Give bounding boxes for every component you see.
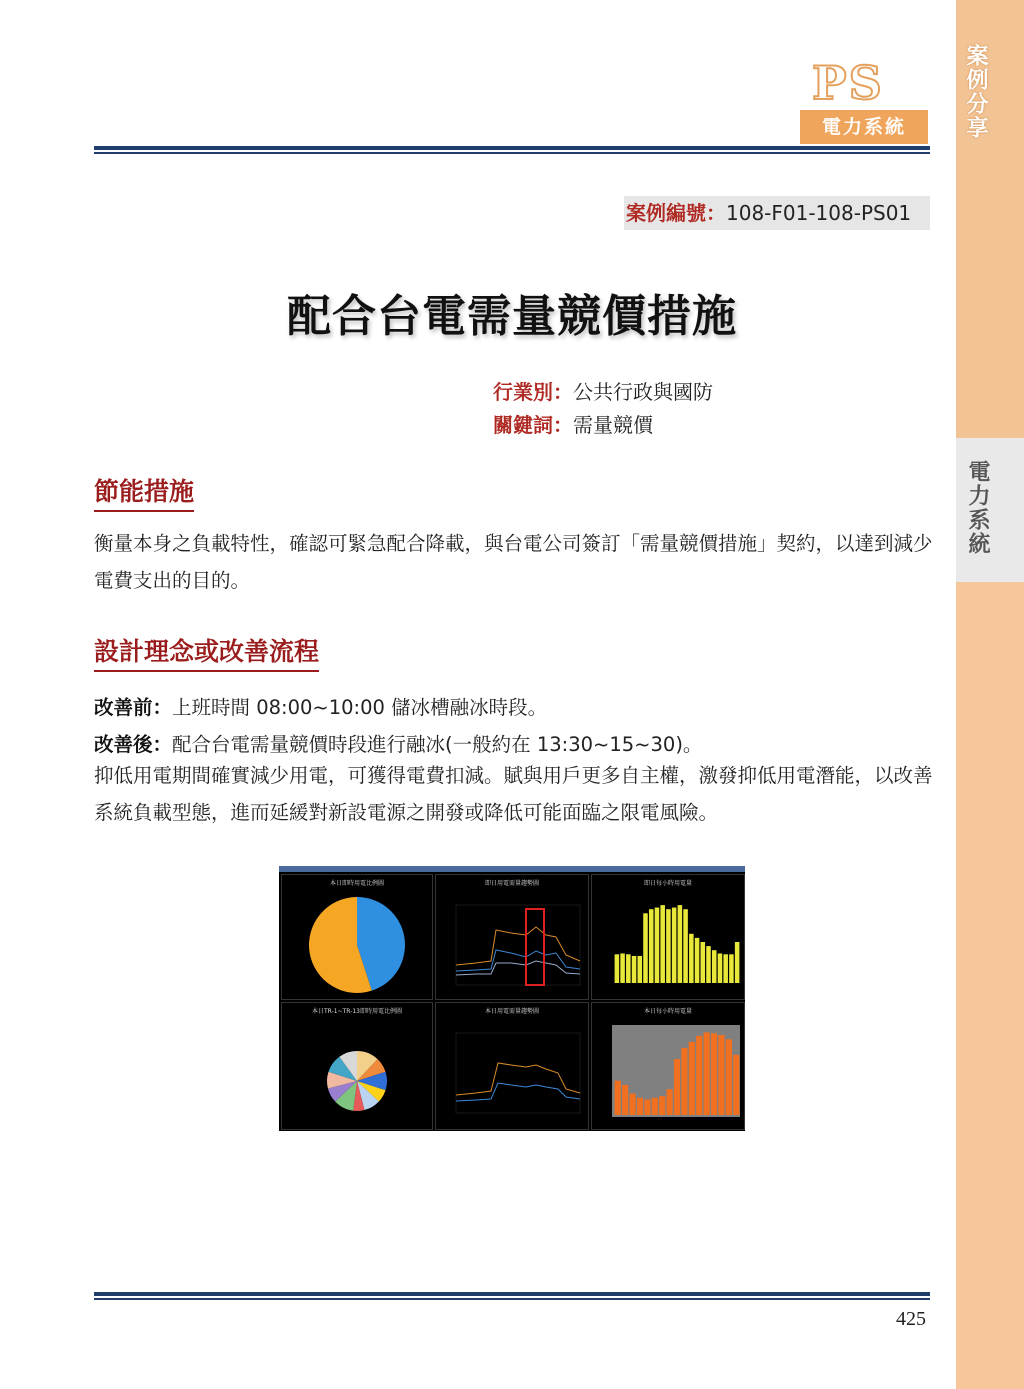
dashboard-screenshot [279,866,745,1131]
design-heading: 設計理念或改善流程 [94,632,319,672]
bar-chart-orange [592,1003,744,1129]
industry-value: 公共行政與國防 [573,380,713,404]
side-tab-top-label: 案例分享 [963,44,988,140]
panel-realtime-ratio [281,874,433,1000]
bar [649,909,654,983]
bar [626,954,631,983]
design-text: 抑低用電期間確實減少用電，可獲得電費扣減。賦與用戶更多自主權，激發抑低用電潛能，以改善系統負載型態，進而延緩對新設電源之開發或降低可能面臨之限電風險。 [94,764,933,824]
industry-line [493,376,713,405]
measures-text: 衡量本身之負載特性，確認可緊急配合降載，與台電公司簽訂「需量競價措施」契約，以達到減少電費支出的目的。 [94,532,933,592]
after-text: 配合台電需量競價時段進行融冰(一般約在 13:30~15~30)。 [172,733,703,756]
bar [655,908,660,983]
bar [652,1098,658,1115]
bar [726,1039,732,1115]
before-text: 上班時間 08:00~10:00 儲冰槽融冰時段。 [172,696,548,719]
pie-chart-1 [282,875,432,999]
bar [695,938,700,983]
bar [704,1032,710,1115]
bar [666,909,671,983]
panel-hourly-usage-prev [591,874,745,1000]
panel-title: 即日每小時用電量 [643,880,692,887]
bar [729,954,734,983]
measures-heading: 節能措施 [94,472,194,512]
line-chart-1 [436,875,588,999]
panel-title: 即日用電需量趨勢圖 [484,880,539,887]
category-badge: 電力系統 [800,110,928,144]
bar [615,1081,621,1115]
panel-title: 本日用電需量趨勢圖 [484,1008,539,1015]
dashboard-titlebar [279,866,745,872]
bar [678,905,683,983]
bar [683,909,688,983]
bar [660,905,665,983]
panel-transformer-ratio [281,1002,433,1130]
bar [711,1033,717,1115]
footer-rule-thin [94,1298,930,1300]
case-number-label: 案例編號： [626,201,726,225]
after-line [94,729,702,757]
panel-title: 本日每小時用電量 [643,1008,692,1015]
side-tab-middle-label: 電力系統 [965,460,990,556]
highlight-box [526,909,544,985]
panel-title: 本日即時用電比例圖 [329,880,384,887]
bar [712,950,717,983]
bar [643,913,648,983]
bar [706,946,711,983]
bar [701,942,706,983]
after-label: 改善後： [94,733,173,756]
bar [674,1059,680,1115]
keywords-label: 關鍵詞： [493,413,573,437]
bar [622,1085,628,1115]
bar [666,1089,672,1115]
keywords-line [493,409,653,438]
page-title: 配合台電需量競價措施 [287,291,737,342]
bar [718,953,723,983]
bar [637,1098,643,1115]
bar [638,956,643,983]
bar [615,954,620,983]
bar [659,1096,665,1115]
bar [644,1100,650,1115]
page-number: 425 [896,1308,926,1330]
bar [696,1036,702,1115]
bar [735,942,740,983]
bar [723,954,728,983]
header-rule-thin [94,152,930,154]
panel-demand-trend [435,1002,589,1130]
bar [718,1035,724,1115]
bar [689,934,694,983]
case-number-value: 108-F01-108-PS01 [726,201,912,225]
bar [672,908,677,983]
bar [632,956,637,983]
keywords-value: 需量競價 [573,413,653,437]
bar [733,1055,739,1115]
bar-chart-yellow [592,875,744,999]
panel-hourly-usage [591,1002,745,1130]
before-label: 改善前： [94,696,173,719]
header-rule-thick [94,146,930,150]
industry-label: 行業別： [493,380,573,404]
pie-chart-2 [282,1003,432,1129]
panel-title: 本日TR-1~TR-13即時用電比例圖 [312,1008,402,1015]
case-number [624,196,930,230]
footer-rule-thick [94,1292,930,1296]
before-line [94,692,547,720]
bar [689,1042,695,1115]
panel-demand-trend-today [435,874,589,1000]
bar [620,953,625,983]
ps-logo: PS [812,56,884,110]
bar [629,1094,635,1116]
line-chart-2 [436,1003,588,1129]
bar [681,1048,687,1115]
